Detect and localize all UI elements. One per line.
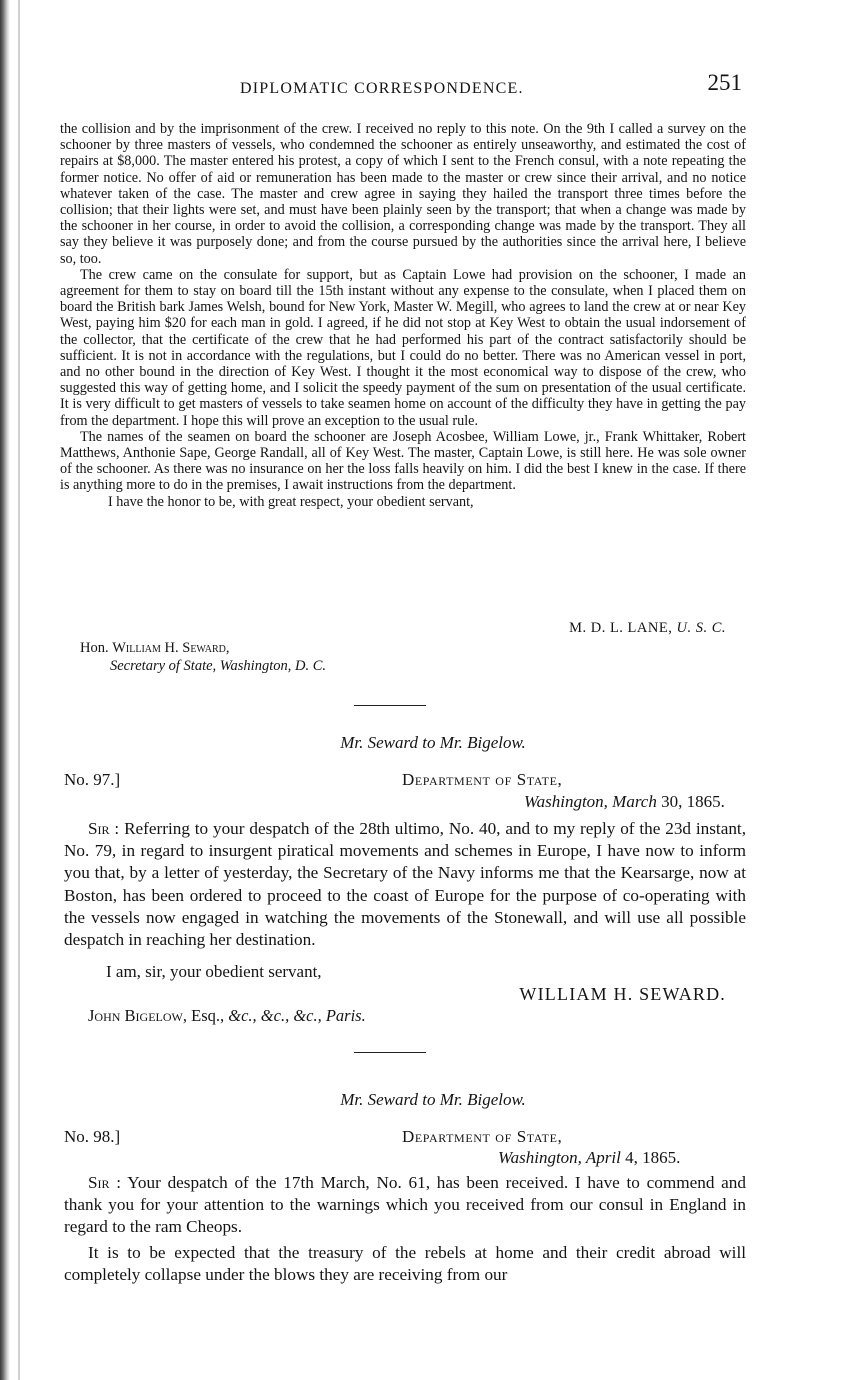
salutation: Sir :	[88, 819, 120, 838]
letter3-heading: Mr. Seward to Mr. Bigelow.	[340, 1090, 526, 1109]
dateline-date: 4, 1865.	[625, 1148, 681, 1167]
addressee-italic: &c., &c., &c., Paris.	[228, 1006, 366, 1025]
section-divider	[354, 1052, 426, 1053]
letter2-closing: I am, sir, your obedient servant,	[106, 962, 322, 981]
dateline-place: Washington, March	[524, 792, 657, 811]
salutation: Sir :	[88, 1173, 122, 1192]
letter2-department: Department of State,	[402, 770, 563, 789]
letter3-paragraph: It is to be expected that the treasury of the rebels at home and their credit abroad will completely collapse under the blows they are receiving from our	[64, 1242, 746, 1284]
letter2-body	[64, 818, 746, 951]
letter2-heading: Mr. Seward to Mr. Bigelow.	[340, 733, 526, 752]
letter3-number: No. 98.]	[64, 1127, 121, 1146]
letter1-body	[60, 121, 746, 510]
section-divider	[354, 705, 426, 706]
dateline-date: 30, 1865.	[661, 792, 725, 811]
letter3-dateline	[498, 1148, 680, 1168]
page-header	[60, 70, 750, 106]
letter2-number: No. 97.]	[64, 770, 121, 789]
letter1-paragraph: The crew came on the consulate for support, but as Captain Lowe had provision on the schooner, I made an agreement for them to stay on board till the 15th instant without any expense to the consulate, when I placed them on board the British bark James Welsh, bound for New York, Master W. Megill, who agrees to land the crew at or near Key West, paying him $20 for each man in gold. I agreed, if he did not stop at Key West to obtain the usual indorsement of the collector, that the certificate of the crew that he had performed his part of the contract satisfactorily should be sufficient. It is not in accordance with the regulations, but I could do no better. There was no American vessel in port, and no other bound in the direction of Key West. I thought it the most economical way to dispose of the crew, who suggested this way of getting home, and I solicit the speedy payment of the sum on presentation of the usual certificate. It is very difficult to get masters of vessels to take seamen home on account of the difficulty they have in getting the pay from the department. I hope this will prove an exception to the usual rule.	[60, 266, 746, 429]
page-number: 251	[707, 70, 742, 95]
letter1-signature	[569, 620, 726, 637]
letter1-paragraph: The names of the seamen on board the schooner are Joseph Acosbee, William Lowe, jr., Frank Whittaker, Robert Matthews, Anthonie Sape, George Randall, all of Key West. The master, Captain Lowe, is still here. He was sole owner of the schooner. As there was no insurance on her the loss falls heavily on him. I did the best I knew in the case. If there is anything more to do in the premises, I await instructions from the department.	[60, 428, 746, 494]
letter3-text: Your despatch of the 17th March, No. 61, has been received. I have to commend and thank you for your attention to the warnings which you received from our consul in England in regard to the ram Cheops.	[64, 1173, 746, 1237]
addressee-rest: Esq.,	[191, 1006, 225, 1025]
letter1-addressee	[80, 640, 230, 657]
letter3-department: Department of State,	[402, 1127, 563, 1146]
dateline-place: Washington, April	[498, 1148, 621, 1167]
addressee-name: John Bigelow,	[88, 1006, 187, 1025]
addressee-prefix: Hon.	[80, 640, 109, 656]
letter2-text: Referring to your despatch of the 28th ultimo, No. 40, and to my reply of the 23d instant, No. 79, in regard to insurgent piratical movements and schemes in Europe, I have now to inform you that, by a letter of yesterday, the Secretary of the Navy informs me that the Kearsarge, now at Boston, has been ordered to proceed to the coast of Europe for the purpose of co-operating with the vessels now engaged in watching the movements of the Stonewall, and will use all possible despatch in reaching her destination.	[64, 819, 746, 950]
page-shadow-line	[18, 0, 20, 1380]
letter1-closing: I have the honor to be, with great respect, your obedient servant,	[108, 493, 474, 510]
signature-title: U. S. C.	[676, 620, 726, 636]
page-binding-edge	[0, 0, 10, 1380]
letter2-signature: WILLIAM H. SEWARD.	[519, 984, 726, 1004]
letter2-dateline	[524, 792, 725, 812]
letter1-addressee-title: Secretary of State, Washington, D. C.	[110, 658, 327, 674]
addressee-name: William H. Seward,	[112, 640, 230, 656]
running-head: DIPLOMATIC CORRESPONDENCE.	[240, 80, 524, 97]
signature-name: M. D. L. LANE,	[569, 620, 673, 636]
letter1-paragraph: the collision and by the imprisonment of the crew. I received no reply to this note. On the 9th I called a survey on the schooner by three masters of vessels, who condemned the schooner as entirely unseaworthy, and estimated the cost of repairs at $8,000. The master entered his protest, a copy of which I sent to the French consul, with a note repeating the former notice. No offer of aid or remuneration has been made to the master or crew since their arrival, and no notice whatever taken of the case. The master and crew agree in saying they hailed the transport three times before the collision; that their lights were set, and must have been plainly seen by the transport; that when a change was made by the schooner in her course, in order to avoid the collision, a corresponding change was made by the transport. They all say they believe it was purposely done; and from the course pursued by the authorities since the arrival here, I believe so, too.	[60, 121, 746, 267]
letter2-addressee	[88, 1006, 366, 1026]
letter3-body	[64, 1172, 746, 1286]
